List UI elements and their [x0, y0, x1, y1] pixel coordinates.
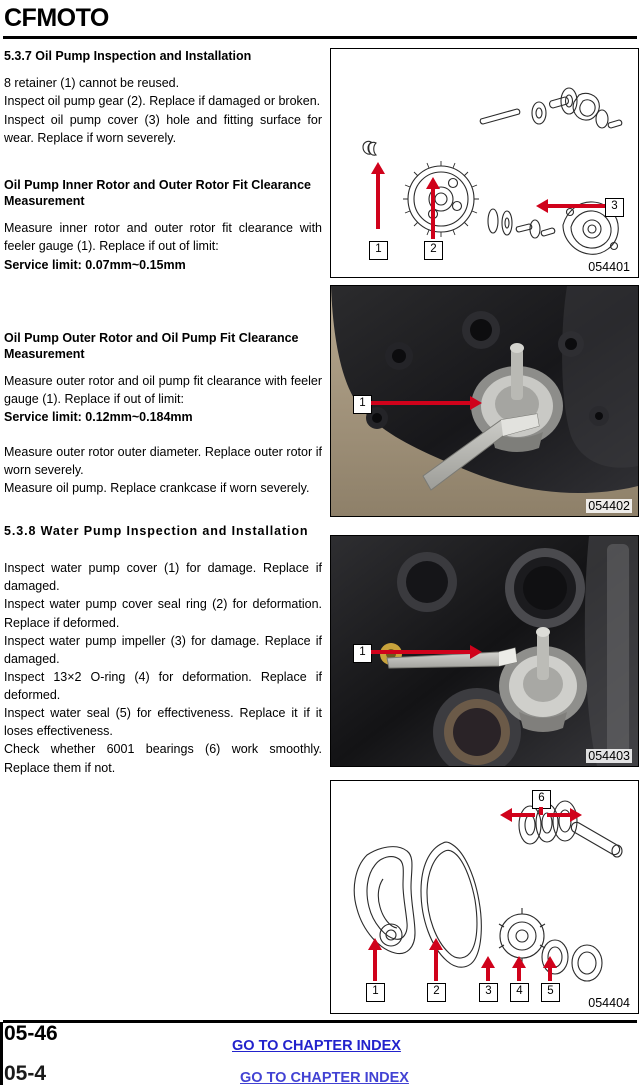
callout-1: 1: [369, 241, 388, 260]
callout-2: 2: [427, 983, 446, 1002]
section-heading-537: 5.3.7 Oil Pump Inspection and Installation: [4, 49, 252, 63]
arrow-1-head: [371, 162, 385, 174]
text-column: [4, 48, 322, 777]
water-pump-note-2: Inspect water pump cover seal ring (2) for deformation. Replace if deformed.: [4, 597, 322, 630]
callout-2: 2: [424, 241, 443, 260]
water-pump-note-3: Inspect water pump impeller (3) for damage. Replace if damaged.: [4, 633, 322, 666]
arrow-1: [371, 650, 471, 654]
figure-code-054404: 054404: [588, 996, 630, 1010]
arrow-2-head: [426, 177, 440, 189]
arrow-1: [373, 949, 377, 981]
page-number: 05-46: [4, 1022, 58, 1045]
arrow-1: [371, 401, 471, 405]
water-pump-note-5: Inspect water seal (5) for effectiveness. Replace it if it loses effectiveness.: [4, 706, 322, 739]
arrow-2-head: [429, 938, 443, 950]
figure-code-054403: 054403: [588, 749, 630, 763]
service-limit-outer-pump: Service limit: 0.12mm~0.184mm: [4, 410, 193, 425]
section-537-line-3: Inspect oil pump cover (3) hole and fitting surface for wear. Replace if worn severely.: [4, 112, 322, 145]
callout-4: 4: [510, 983, 529, 1002]
arrow-4-head: [512, 956, 526, 968]
section-537-line-2: Inspect oil pump gear (2). Replace if damaged or broken.: [4, 94, 321, 109]
arrow-3-head: [481, 956, 495, 968]
arrow-5-head: [543, 956, 557, 968]
figure-054404: [330, 780, 639, 1014]
arrow-3-head: [536, 199, 548, 213]
arrow-3: [486, 967, 490, 981]
arrow-2: [431, 189, 435, 239]
page-number-partial: 05-4: [4, 1062, 47, 1085]
service-limit-inner-outer: Service limit: 0.07mm~0.15mm: [4, 257, 186, 272]
footer-left-edge: [0, 1022, 3, 1085]
footer-divider: [3, 1020, 637, 1023]
arrow-6-a: [511, 813, 535, 817]
section-heading-outer-rotor-pump: Oil Pump Outer Rotor and Oil Pump Fit Clearance Measurement: [4, 330, 299, 361]
section-heading-inner-outer-rotor: Oil Pump Inner Rotor and Outer Rotor Fit Clearance Measurement: [4, 177, 311, 208]
figure-code-054401: 054401: [588, 260, 630, 274]
callout-5: 5: [541, 983, 560, 1002]
brand-title: CFMOTO: [4, 4, 109, 32]
arrow-1-head: [470, 396, 482, 410]
water-pump-note-1: Inspect water pump cover (1) for damage. Replace if damaged.: [4, 561, 322, 594]
water-pump-note-6: Check whether 6001 bearings (6) work smoothly. Replace them if not.: [4, 742, 322, 775]
figure-054403: [330, 535, 639, 767]
water-pump-exploded-diagram: [331, 781, 638, 1013]
section-heading-538: 5.3.8 Water Pump Inspection and Installation: [4, 523, 309, 538]
oil-pump-measure-note: Measure oil pump. Replace crankcase if worn severely.: [4, 480, 310, 495]
figure-054401: [330, 48, 639, 278]
callout-6: 6: [532, 790, 551, 809]
header-divider: [3, 36, 637, 39]
callout-3: 3: [479, 983, 498, 1002]
section-outer-rotor-pump-body: Measure outer rotor and oil pump fit clearance with feeler gauge (1). Replace if out of limit:: [4, 374, 322, 407]
outer-rotor-diameter-note: Measure outer rotor outer diameter. Replace outer rotor if worn severely.: [4, 444, 322, 477]
section-inner-outer-rotor-body: Measure inner rotor and outer rotor fit clearance with feeler gauge (1). Replace if out of limit:: [4, 221, 322, 254]
arrow-6-a-head: [500, 808, 512, 822]
arrow-1-head: [368, 938, 382, 950]
arrow-5: [548, 967, 552, 981]
callout-3: 3: [605, 198, 624, 217]
figure-code-054402: 054402: [588, 499, 630, 513]
go-to-chapter-index-link-partial[interactable]: GO TO CHAPTER INDEX: [240, 1070, 409, 1086]
section-537-line-1: 8 retainer (1) cannot be reused.: [4, 76, 180, 91]
figure-054402: [330, 285, 639, 517]
callout-1: 1: [366, 983, 385, 1002]
arrow-6-stem: [539, 807, 543, 815]
callout-1: 1: [353, 395, 372, 414]
arrow-6-b-head: [570, 808, 582, 822]
go-to-chapter-index-link[interactable]: GO TO CHAPTER INDEX: [232, 1038, 401, 1054]
arrow-1: [376, 174, 380, 229]
arrow-2: [434, 949, 438, 981]
arrow-1-head: [470, 645, 482, 659]
water-pump-note-4: Inspect 13×2 O-ring (4) for deformation. Replace if deformed.: [4, 669, 322, 702]
arrow-6-b: [547, 813, 571, 817]
arrow-4: [517, 967, 521, 981]
callout-1: 1: [353, 644, 372, 663]
arrow-3: [547, 204, 605, 208]
